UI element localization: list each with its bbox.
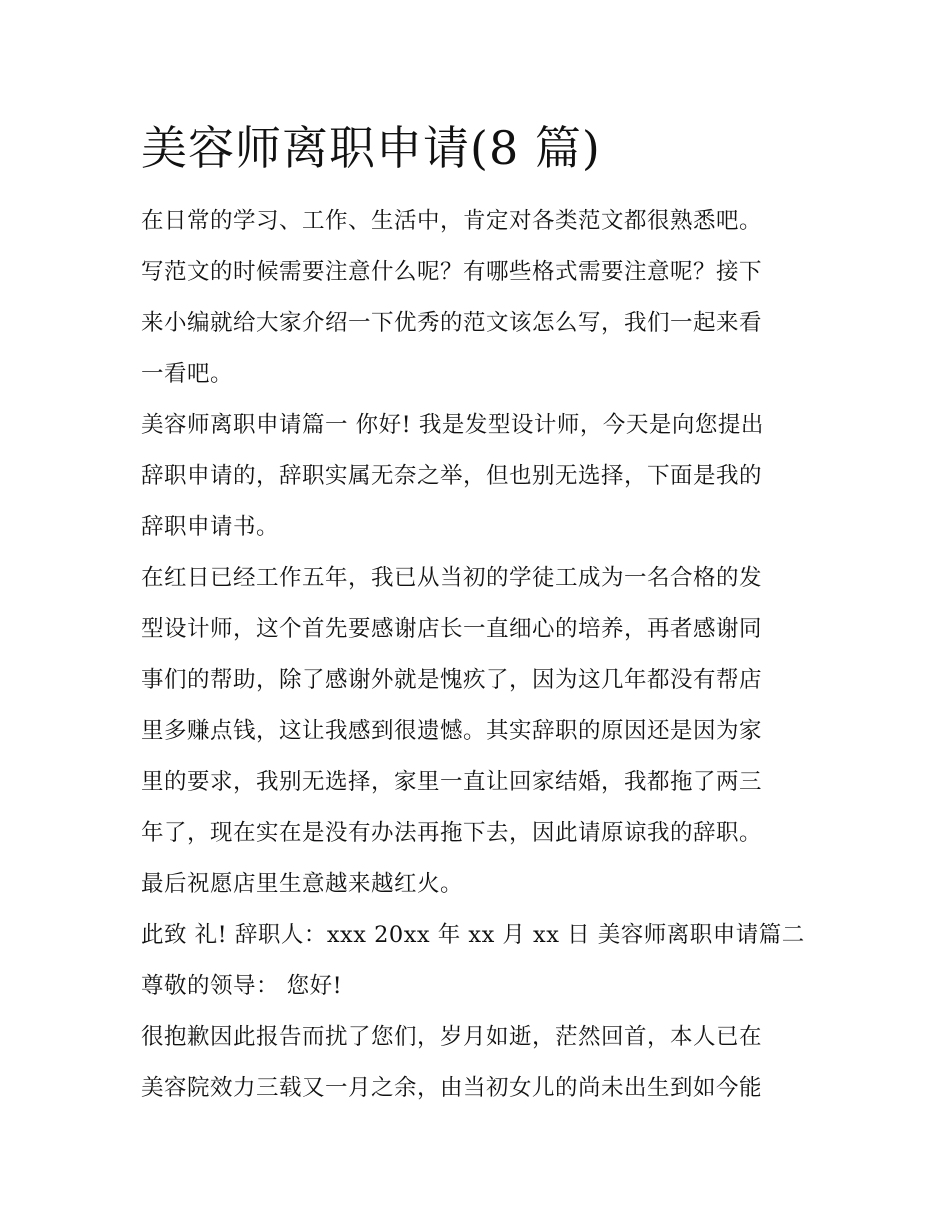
body-line: 里的要求，我别无选择，家里一直让回家结婚，我都拖了两三 (141, 769, 763, 795)
body-line: 年了，现在实在是没有办法再拖下去，因此请原谅我的辞职。 (141, 820, 763, 846)
body-line: 事们的帮助，除了感谢外就是愧疚了，因为这几年都没有帮店 (141, 667, 763, 693)
body-line: 尊敬的领导： 您好! (141, 973, 343, 999)
body-line: 在日常的学习、工作、生活中，肯定对各类范文都很熟悉吧。 (141, 208, 763, 234)
body-line: 来小编就给大家介绍一下优秀的范文该怎么写，我们一起来看 (141, 310, 763, 336)
body-line: 美容师离职申请篇一 你好! 我是发型设计师，今天是向您提出 (141, 412, 764, 438)
body-line: 在红日已经工作五年，我已从当初的学徒工成为一名合格的发 (141, 565, 763, 591)
body-line: 此致 礼! 辞职人：xxx 20xx 年 xx 月 xx 日 美容师离职申请篇二 (141, 922, 805, 948)
document-body (141, 196, 821, 1114)
body-line: 美容院效力三载又一月之余，由当初女儿的尚未出生到如今能 (141, 1075, 763, 1101)
body-line: 最后祝愿店里生意越来越红火。 (141, 871, 464, 897)
body-line: 辞职申请的，辞职实属无奈之举，但也别无选择，下面是我的 (141, 463, 763, 489)
body-line: 型设计师，这个首先要感谢店长一直细心的培养，再者感谢同 (141, 616, 763, 642)
body-line: 里多赚点钱，这让我感到很遗憾。其实辞职的原因还是因为家 (141, 718, 763, 744)
body-line: 一看吧。 (141, 361, 234, 387)
document-title: 美容师离职申请(8 篇) (141, 121, 601, 175)
body-line: 辞职申请书。 (141, 514, 280, 540)
body-line: 很抱歉因此报告而扰了您们，岁月如逝，茫然回首，本人已在 (141, 1024, 763, 1050)
body-line: 写范文的时候需要注意什么呢？有哪些格式需要注意呢？接下 (141, 259, 763, 285)
